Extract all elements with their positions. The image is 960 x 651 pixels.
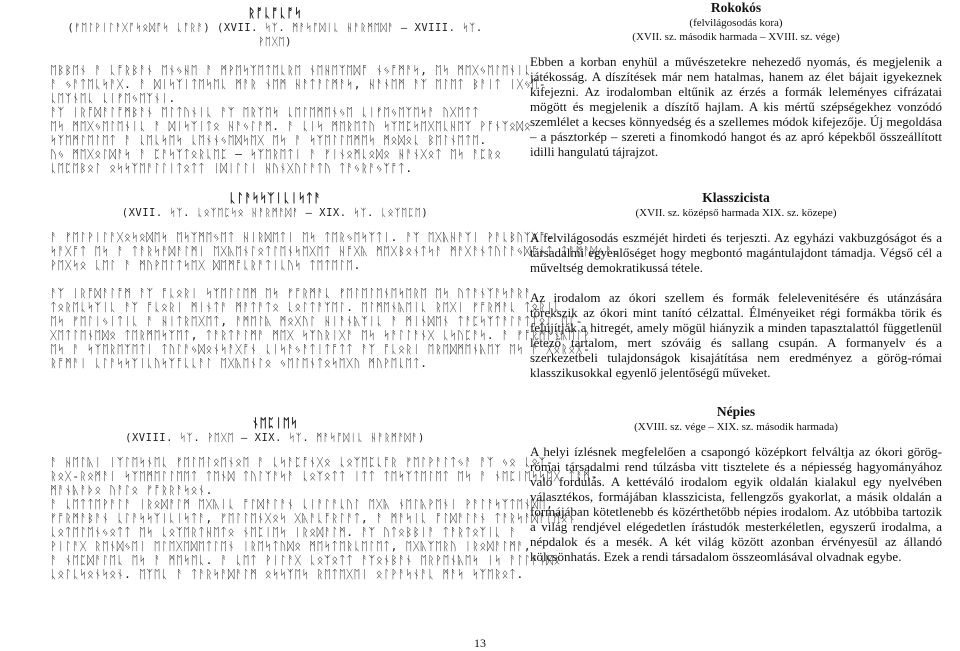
- runic-line: ᛗᚨᚾᚣᚨᚦᛟ ᚢᚨᛚᛟ ᚠᚩᚱᚱᚨᛋᛟᚾ.: [50, 483, 213, 497]
- runic-line: ᛋᚨᚷᚩᛏ ᛖᛋ ᚨ ᛏᚨᚱᛋᚨᛞᚨᛚᛗᛁ ᛖᚷᚣᛖᚾᛚᛟᛏᛚᛖᚾᛋᛖᚷᛖᛏ ᚺᚩᚷᚣ ᛗᛖᚷᛒᛟᚾᛏᛋᚨ ᛗᚨᚷᚨᚾᛏᚢᛚᚨᛃᛞᚩᚾᛏ ᛏᚨᛗᚨᛞᛃᚨ.: [50, 244, 621, 258]
- runic-line: ᚨ ᛃᚨᛏᛖᚳᛋᚨᚷ. ᚨ ᛞᛁᛋᛉᛁᛏᛖᛋᛖᚳ ᛗᚨᚱ ᚾᛖᛗ ᚺᚨᛏᚨᛚᛗᚨᛋ, ᚺᚨᚾᛖᛗ ᚨᛉ ᛖᛚᛖᛏ ᛒᚨᛁᛏ ᛁᚷᛃᛖ-: [50, 77, 547, 91]
- runic-line: ᚢᛃ ᛗᛖᚷᛟᛚᛞᚨᛋ ᚨ ᛈᚨᛋᛉᛏᛟᚱᚳᛖᛈ – ᛋᛉᛖᚱᛖᛏᛁ ᚨ ᚠᛁᚾᛟᛗᚳᛟᛞᛟ ᚺᚨᚾᚷᛟᛏ ᛖᛋ ᚨᛈᚱᛟ: [50, 147, 502, 161]
- paragraph: A helyi ízlésnek megfelelően a csapongó középkort felváltja az ókori görög-római társadalmi rend túlzásba vitt tisztelete és a népiesség hagyományához való fordulás. A kettéváló irodalom egyik oldalán kialakul egy nyelvében választékos, formájában klasszicista, fellengzős gyakorlat, a másik oldalán a formájában kötetlenebb és közérthetőbb népies irodalom. Az utóbbiba tartozik a világ rendjével elégedetlen írástudók mesterkéletlen, egyszerű irodalma, a népdalok és a mesék. A két világ között azonban érvényesül az állandó kölcsönhatás. Ezek a rendi társadalom összeomlásával olvadnak egybe.: [530, 444, 942, 564]
- runic-line: ᚹᛁᛚᚨᚷ ᚱᛖᚾᛞᛃᛖᛁ ᛖᛚᛖᚷᛖᛞᛖᛏᛚᛖᚾ ᛁᚱᛖᛋᛏᚢᛞᛟ ᛗᛖᛋᛏᛖᚱᚳᛖᛚᛖᛏ, ᛖᚷᚣᛉᛖᚱᚢ ᛁᚱᛟᛞᚨᛚᛗᚨ,: [50, 539, 532, 553]
- runic-line: ᛖᛒᛒᛖᚾ ᚨ ᚳᚩᚱᛒᚨᚾ ᛖᚾᛃᚺᛖ ᚨ ᛗᚹᛖᛋᛉᛖᛏᛖᚳᚱᛖ ᚾᛖᚺᛖᛉᛖᛞᚩ ᚾᛃᚩᛗᚨᛋ, ᛖᛋ ᛗᛖᚷᛃᛖᛚᛖᚾᛁᚳ: [50, 63, 532, 77]
- runic-line: ᚨᛉ ᛁᚱᚩᛞᚨᛚᚩᛗ ᚨᛉ ᚩᚳᛟᚱᛁ ᛋᛉᛖᛚᛚᛖᛗ ᛖᛋ ᚠᚩᚱᛗᚨᚳ ᚠᛖᛚᛖᛚᛖᚾᛖᛋᛖᚱᛖ ᛖᛋ ᚢᛏᚨᚾᛉᚨᛋᚨᚱᚨ: [50, 286, 532, 300]
- paragraph: A felvilágosodás eszméjét hirdeti és terjeszti. Az egyházi vakbuzgóságot és a társadalmi egyenlőséget hogy megbontó magántulajdont támadja. Végső cél a műveltség demokratikussá tétele.: [530, 230, 942, 275]
- runic-line: ᛖᛋ ᚠᛖᛚᛁᛃᛁᛏᛁᚳ ᚨ ᚺᛁᛏᚱᛖᚷᛖᛏ, ᚨᛗᛖᛚᚣ ᛗᛟᚷᚢᛚ ᚺᛁᚨᚾᚣᛉᛁᚳ ᚨ ᛗᛁᚾᛞᛖᚾ ᛏᚨᛈᛋᛉᛏᚨᛚᚨᛏᛏᛟᛚ ᛖᛚ-: [50, 314, 584, 328]
- section-title-rokokos: Rokokós: [710, 0, 762, 15]
- section-title-nepies: Népies: [716, 404, 756, 419]
- runic-line: ᚷᛖᛏᛚᛖᚾᛖᛞᛟ ᛏᛖᚱᛗᛖᛋᛉᛖᛏ, ᛏᚨᚱᛏᚨᛚᛗᚨ ᛗᛖᚷ ᛋᛉᚢᚱᛁᚷᚨ ᛖᛋ ᛋᚨᛚᛚᚨᚾᚷ ᚳᛋᚢᛈᚨᛋ. ᚨ ᚠᚩᚱᛗᚨᚾᚣᛖᛚᚹ: [50, 328, 591, 342]
- section-subtitle-nepies: (XVIII. sz. vége – XIX. sz. második harmada): [634, 421, 838, 433]
- runic-line: ᚠᚩᚱᛗᚨᛒᚨᚾ ᚳᛚᚨᛋᛋᛉᛁᚳᛁᛋᛏᚨ, ᚠᛖᛚᛚᛖᚾᚷᛟᛋ ᚷᚣᚨᚳᚩᚱᛚᚨᛏ, ᚨ ᛗᚨᛋᛁᚳ ᚩᛚᛞᚨᛚᚨᚾ ᛏᚨᚱᛋᚨᛞᚨᛚᛗᛟᚾ: [50, 511, 576, 525]
- section-rokokos: [530, 0, 942, 159]
- runic-line: ᚨᛉ ᛁᚱᚩᛞᚨᛚᚩᛗᛒᚨᚾ ᛖᛚᛏᚢᚾᛁᚳ ᚨᛉ ᛖᚱᛉᛖᛋ ᚳᛖᛚᛖᛗᛖᚾᛃᛖ ᚳᛁᚠᛖᛃᛖᛉᛖᛋᚨ ᚢᚷᛖᛏᛏ: [50, 105, 480, 119]
- runic-line: ᚳᛖᛉᚾᛖᚳ ᚳᛁᚠᛖᛃᛖᛉᚾᛁ.: [50, 91, 176, 105]
- runic-line: ᚱᛟᚷ-ᚱᛟᛗᚨᛁ ᛋᛉᛖᛗᛖᛚᛚᛖᛖᛏ ᛏᛖᚾᛞ ᛏᚢᛚᛉᚨᛋᚨ ᚳᛟᛉᛟᛏᛏ ᛁᛏᛏ ᛏᛖᛋᛉᛏᛖᛚᛖᛏ ᛖᛋ ᚨ ᚾᛖᛈᛁᛖᛋᛋᛖᚷ ᛏᚨᛗ-: [50, 469, 598, 483]
- runic-line: ᚳᛟᛏᛖᛚᛖᚾᛃᛟᛏᛏ ᛖᛋ ᚳᛟᛉᛖᚱᛏᚺᛖᛏᛟ ᚾᛖᛈᛁᛖᛋ ᛁᚱᛟᛞᚨᛚᛗ. ᚨᛉ ᚢᛏᛟᛒᛒᛁᚨ ᛏᚨᚱᛏᛟᛉᛁᚳ ᚨ: [50, 525, 517, 539]
- runic-line: ᚨ ᚳᛖᛏᛏᛖᚹᚨᛚᚨ ᛁᚱᛟᛞᚨᛚᛗ ᛖᚷᚣᛁᚳ ᚩᛚᛞᚨᛚᚨᚾ ᚳᛁᚨᛚᚨᚳᚢᛚ ᛖᚷᚣ ᚾᛖᛚᚣᚹᛖᚾᛁ ᚹᚨᛚᚨᛋᛉᛏᛖᚾᛞᛖ,: [50, 497, 554, 511]
- paragraph: Ebben a korban enyhül a művészetekre nehezedő nyomás, és megjelenik a játékosság. A díszítések már nem hatalmas, hanem az élet bájait igyekeznek kifejezni. Az irodalomban eltűnik az érzés a formák leleményes cifrázatai mögött és megjelenik a díszítő hajlam. A kis mértű szépségekhez vonzódó szemlélet a kecses könnyedség és a szellemes módok kifejezője. Új megoldása – a pásztorkép – szereti a finomkodó hangot és az apró képekből összeállított idilli hangulatú tájrajzot.: [530, 54, 942, 159]
- runic-line: ᚱᚩᛗᚨᛁ ᚳᛚᚨᛋᛋᛉᛁᚳᚢᛋᛉᚩᚳᚳᚨᛚ ᛖᚷᚣᛖᚾᛚᛟ ᛃᛖᛚᛖᚾᛏᛟᛋᛖᚷᚢ ᛗᚢᚹᛖᚳᛖᛏ.: [50, 356, 428, 370]
- runic-title-klasszicista: ᚳᛚᚨᛋᛋᛉᛁᚳᛁᛋᛏᚨ: [228, 191, 322, 205]
- section-klasszicista: [530, 190, 942, 380]
- runic-section-nepies: [50, 416, 598, 581]
- runic-line: ᚨ ᚾᛖᛈᛞᚨᛚᛖᚳ ᛖᛋ ᚨ ᛗᛖᛋᛖᚳ. ᚨ ᚳᛖᛏ ᚹᛁᛚᚨᚷ ᚳᛟᛉᛟᛏᛏ ᚨᛉᛟᚾᛒᚨᚾ ᛖᚱᚹᛖᚾᚣᛖᛋ ᛁᛋ ᚨᛚᛚᚨᚾᛞᛟ: [50, 553, 561, 567]
- section-subtitle2-rokokos: (XVII. sz. második harmada – XVIII. sz. vége): [632, 31, 840, 43]
- runic-title-nepies: ᚾᛖᛈᛁᛖᛋ: [251, 416, 299, 430]
- runic-line: ᛖᛋ ᛗᛖᚷᛃᛖᛚᛖᚾᛁᚳ ᚨ ᛞᛁᛋᛉᛁᛏᛟ ᚺᚨᛃᛚᚨᛗ. ᚨ ᚳᛁᛋ ᛗᛖᚱᛖᛏᚢ ᛋᛉᛖᛈᛋᛖᚷᛖᚳᚺᛖᛉ ᚹᚩᚾᛉᛟᛞᛟ: [50, 119, 532, 133]
- runic-line: ᛖᛋ ᚨ ᛋᛉᛖᚱᛖᛉᛖᛏᛁ ᛏᚢᛚᚨᛃᛞᛟᚾᛋᚨᚷᚩᚾ ᚳᛁᛋᚨᛃᚨᛏᛁᛏᚩᛏᛏ ᚨᛉ ᚩᚳᛟᚱᛁ ᛖᚱᛖᛞᛗᛖᚾᚣᛖᛉ ᛖᛋ ᚨ ᚷᛟᚱᛟᚷ-: [50, 342, 591, 356]
- runic-line: ᚳᛖᛈᛖᛒᛟᛚ ᛟᛋᛋᛉᛖᚨᛚᛚᛁᛏᛟᛏᛏ ᛁᛞᛁᛚᛚᛁ ᚺᚢᚾᚷᚢᛚᚨᛏᚢ ᛏᚨᛃᚱᚨᛃᛉᚩᛏ.: [50, 161, 413, 175]
- section-subtitle-klasszicista: (XVII. sz. középső harmada XIX. sz. közepe): [635, 207, 837, 219]
- runic-title-rokokos: ᚱᚩᚳᚩᚳᚩᛋ: [248, 6, 302, 20]
- runic-subtitle-klasszicista: (XVII. ᛋᛉ. ᚳᛟᛉᛖᛈᛋᛟ ᚺᚨᚱᛗᚨᛞᚨ – XIX. ᛋᛉ. ᚳᛟᛉᛖᛈᛖ): [121, 207, 429, 219]
- runic-section-rokokos: [50, 6, 547, 175]
- section-subtitle-rokokos: (felvilágosodás kora): [689, 17, 783, 29]
- runic-line: ᚹᛖᚷᛋᛟ ᚳᛖᛚ ᚨ ᛗᚢᚹᛖᛚᛏᛋᛖᚷ ᛞᛖᛗᚩᚳᚱᚨᛏᛁᚳᚢᛋ ᛏᛖᛏᛖᛚᛖ.: [50, 258, 361, 272]
- runic-line: ᛋᛉᛖᛗᛚᛖᛚᛖᛏ ᚨ ᚳᛖᚳᛋᛖᛋ ᚳᛖᚾᚾᛃᛖᛞᛋᛖᚷ ᛖᛋ ᚨ ᛋᛉᛖᛚᛚᛖᛗᛖᛋ ᛗᛟᛞᛟᚳ ᛒᛖᛚᚾᛖᛏᛖ.: [50, 133, 487, 147]
- section-title-klasszicista: Klasszicista: [702, 190, 770, 205]
- paragraph: Az irodalom az ókori szellem és formák felelevenitésére és utánzására törekszik az ókori mint tanító célzattal. Élményeiket régi formákba törik és felújítják a hitregét, amely mögül hiányzik a minden tapasztalattól függetlenül létező tartalom, mert szóváig és sallang csupán. A formanyelv és a szerkezetbeli tulajdonságok kisajátítása nem eredményez a görög-római klasszikusokkal egyenlő jelentőségű műveket.: [530, 290, 942, 380]
- runic-line: ᚨ ᚠᛖᛚᚹᛁᛚᚨᚷᛟᛋᛟᛞᛖᛋ ᛖᛋᛉᛗᛖᛃᛖᛏ ᚺᛁᚱᛞᛖᛏᛁ ᛖᛋ ᛏᛖᚱᛃᛖᛋᛉᛏᛁ. ᚨᛉ ᛖᚷᚣᚺᚨᛉᛁ ᚹᚨᚳᛒᚢᛉᚷᚩ-: [50, 230, 554, 244]
- runic-line: ᚳᛟᛚᚳᛋᛟᚾᛋᛟᚾ. ᛖᛉᛖᚳ ᚨ ᛏᚨᚱᛋᚨᛞᚨᛚᛗ ᛟᛋᛋᛉᛖᛋ ᚱᛖᛏᛖᚷᛖᛁ ᛟᛚᚹᚨᛋᚾᚨᚳ ᛗᚨᛋ ᛋᛉᛖᚱᛟᛏ.: [50, 567, 524, 581]
- runic-section-klasszicista: [50, 191, 621, 370]
- runic-subtitle-rokokos: (ᚠᛖᛚᚹᛁᛚᚨᚷᚩᛋᛟᛞᚩᛋ ᚳᚩᚱᚨ) (XVII. ᛋᛉ. ᛗᚨᛋᚩᛞᛁᚳ ᚺᚨᚱᛗᛖᛞᚨ – XVIII. ᛋᛉ. ᚹᛖᚷᛖ): [67, 22, 483, 48]
- section-nepies: [530, 404, 942, 564]
- runic-line: ᚨ ᚺᛖᛚᚣᛁ ᛁᛉᛚᛖᛋᚾᛖᚳ ᚠᛖᛚᛖᛚᛟᛖᚾᛟᛖ ᚨ ᚳᛋᚨᛈᚩᚾᚷᛟ ᚳᛟᛉᛖᛈᚳᚩᚱ ᚠᛖᛚᚹᚨᛚᛏᛃᚨ ᚨᛉ ᛃᛟ ᚳᛟᛉ-: [50, 455, 554, 469]
- page-number: 13: [474, 636, 486, 650]
- runic-subtitle-nepies: (XVIII. ᛋᛉ. ᚹᛖᚷᛖ – XIX. ᛋᛉ. ᛗᚨᛋᚩᛞᛁᚳ ᚺᚨᚱᛗᚨᛞᚨ): [125, 432, 425, 444]
- runic-line: ᛏᛟᚱᛖᚳᛋᛉᛁᚳ ᚨᛉ ᚩᚳᛟᚱᛁ ᛗᛁᚾᛏᚨ ᛗᚨᛏᚨᛏᛟ ᚳᛟᛚᛏᚨᛉᛖᛚ. ᛖᛚᛗᛖᚾᚣᛖᛁᚳ ᚱᛖᚷᛁ ᚠᚩᚱᛗᚨᚳ ᛏᛟᚱᛁᚳ: [50, 300, 561, 314]
